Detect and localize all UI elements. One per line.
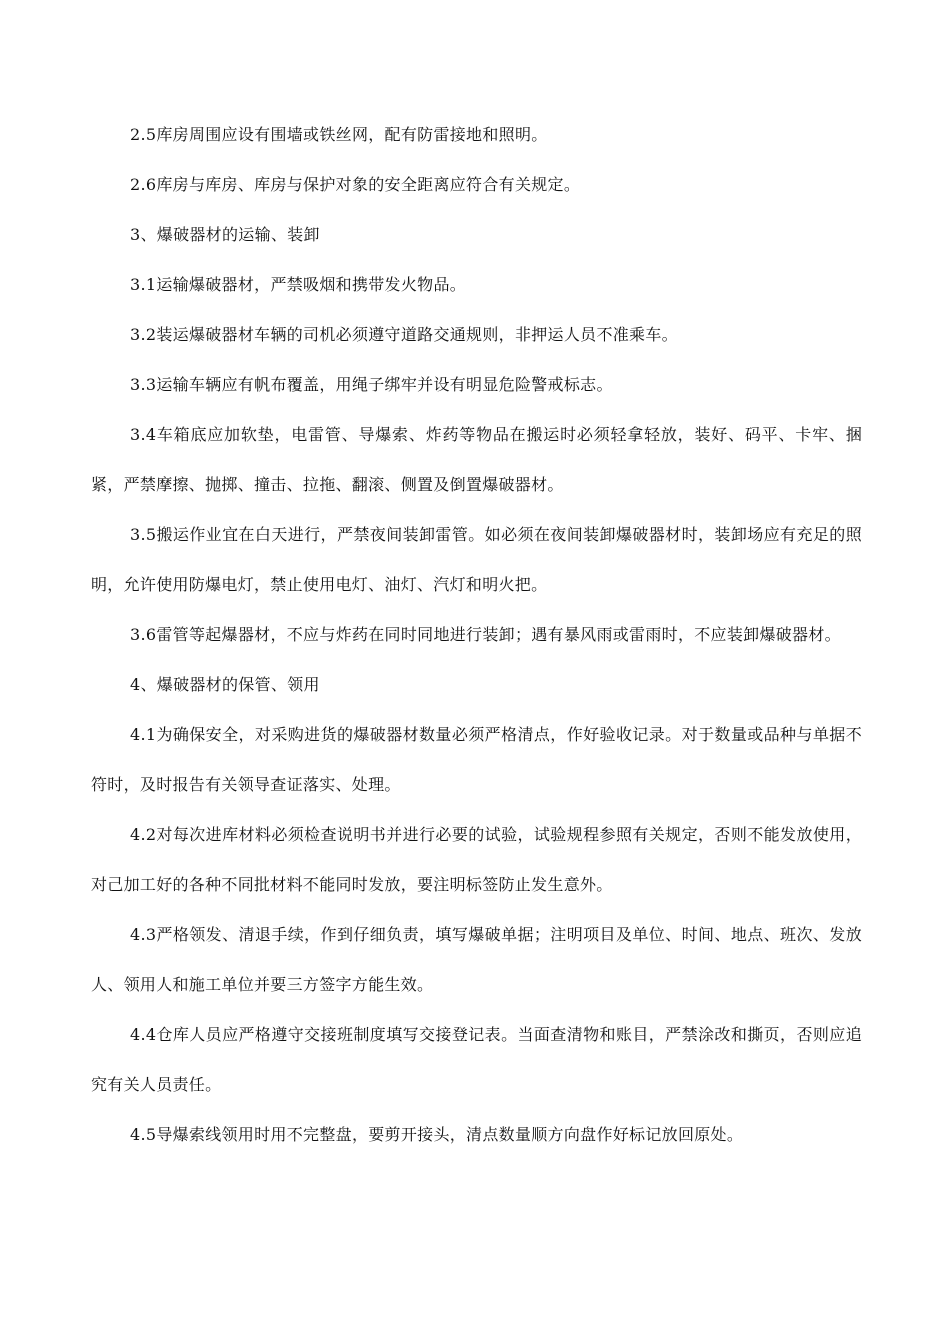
paragraph-3-6: 3.6雷管等起爆器材，不应与炸药在同时同地进行装卸；遇有暴风雨或雷雨时，不应装卸爆破器材。 xyxy=(130,625,841,644)
paragraph-2-6: 2.6库房与库房、库房与保护对象的安全距离应符合有关规定。 xyxy=(130,175,581,194)
paragraph-2-5: 2.5库房周围应设有围墙或铁丝网，配有防雷接地和照明。 xyxy=(130,125,548,144)
paragraph-4-2: 4.2对每次进库材料必须检查说明书并进行必要的试验，试验规程参照有关规定，否则不能发放使用，对己加工好的各种不同批材料不能同时发放，要注明标签防止发生意外。 xyxy=(91,825,862,894)
paragraph-3-5: 3.5搬运作业宜在白天进行，严禁夜间装卸雷管。如必须在夜间装卸爆破器材时，装卸场应有充足的照明，允许使用防爆电灯，禁止使用电灯、油灯、汽灯和明火把。 xyxy=(91,525,862,594)
paragraph-4-5: 4.5导爆索线领用时用不完整盘，要剪开接头，清点数量顺方向盘作好标记放回原处。 xyxy=(130,1125,744,1144)
document-body xyxy=(91,110,862,1160)
paragraph-3-3: 3.3运输车辆应有帆布覆盖，用绳子绑牢并设有明显危险警戒标志。 xyxy=(130,375,613,394)
paragraph-4-3: 4.3严格领发、清退手续，作到仔细负责，填写爆破单据；注明项目及单位、时间、地点、班次、发放人、领用人和施工单位并要三方签字方能生效。 xyxy=(91,925,862,994)
paragraph-3-4: 3.4车箱底应加软垫，电雷管、导爆索、炸药等物品在搬运时必须轻拿轻放，装好、码平、卡牢、捆紧，严禁摩擦、抛掷、撞击、拉拖、翻滚、侧置及倒置爆破器材。 xyxy=(91,425,862,494)
paragraph-3-1: 3.1运输爆破器材，严禁吸烟和携带发火物品。 xyxy=(130,275,467,294)
paragraph-4-4: 4.4仓库人员应严格遵守交接班制度填写交接登记表。当面查清物和账目，严禁涂改和撕页，否则应追究有关人员责任。 xyxy=(91,1025,862,1094)
section-heading-4: 4、爆破器材的保管、领用 xyxy=(130,675,320,694)
section-heading-3: 3、爆破器材的运输、装卸 xyxy=(130,225,320,244)
paragraph-4-1: 4.1为确保安全，对采购进货的爆破器材数量必须严格清点，作好验收记录。对于数量或品种与单据不符时，及时报告有关领导查证落实、处理。 xyxy=(91,725,862,794)
paragraph-3-2: 3.2装运爆破器材车辆的司机必须遵守道路交通规则，非押运人员不准乘车。 xyxy=(130,325,678,344)
